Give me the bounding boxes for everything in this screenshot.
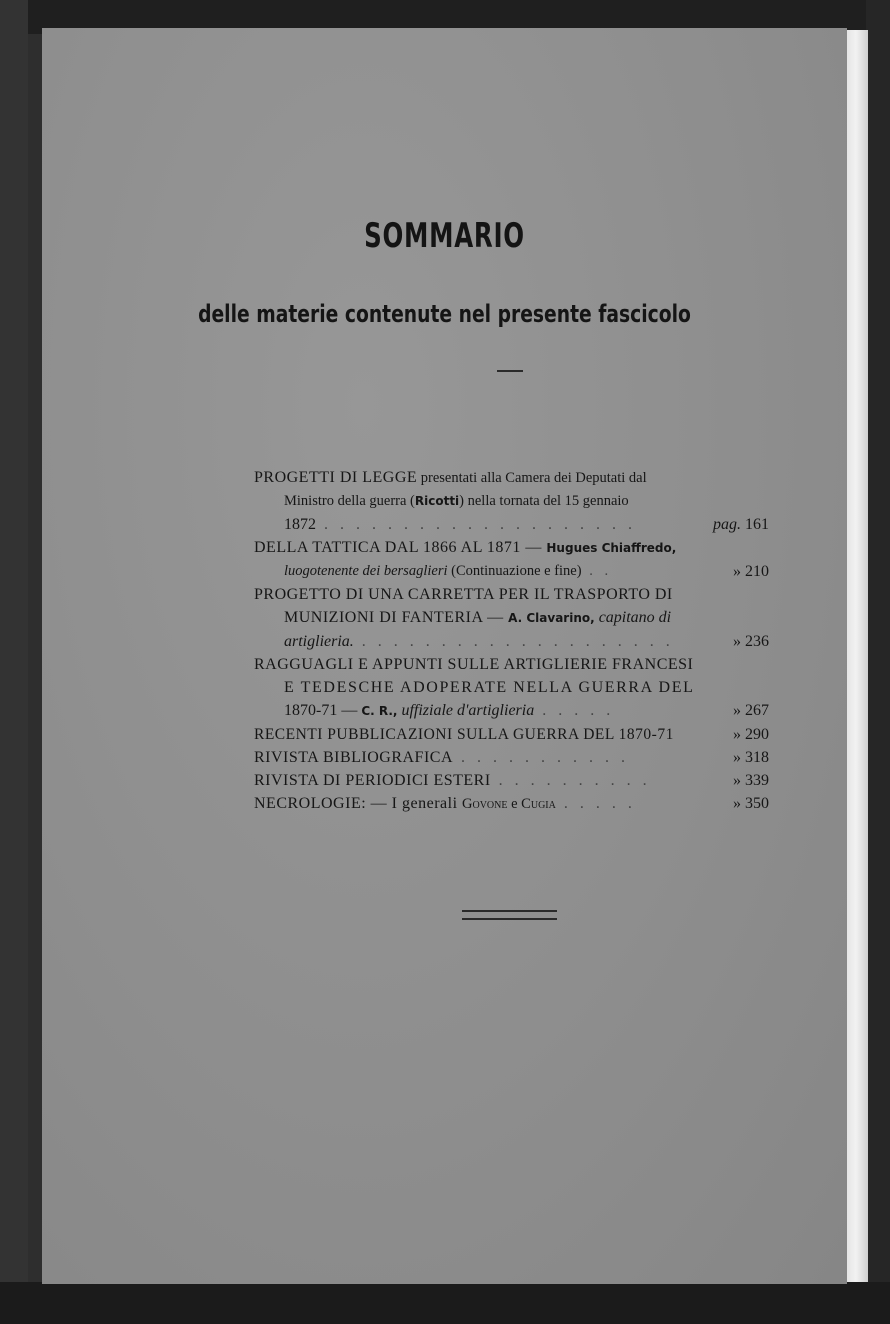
end-double-rule [462, 910, 557, 920]
scan-right-edge [866, 0, 890, 1324]
page-subtitle: delle materie contenute nel presente fascicolo [198, 300, 691, 328]
leader-dots: . . . . . [555, 795, 636, 812]
entry-title: PROGETTI DI LEGGE [254, 469, 418, 486]
entry-title: MUNIZIONI DI FANTERIA — [284, 609, 509, 626]
leader-dots: . . [581, 563, 613, 579]
toc-entry[interactable] [254, 746, 769, 769]
page-number: 267 [745, 702, 769, 719]
page-number: 290 [745, 726, 769, 743]
toc-entry[interactable] [254, 653, 769, 723]
entry-text: 1870-71 — [284, 702, 362, 719]
page-mark: » [733, 702, 741, 719]
author-rank: luogotenente dei bersaglieri [284, 563, 448, 579]
entry-title: E TEDESCHE ADOPERATE NELLA GUERRA DEL [284, 679, 695, 696]
entry-text: presentati alla Camera dei Deputati dal [417, 470, 647, 486]
toc-entry[interactable] [254, 536, 769, 583]
page-mark: » [733, 772, 741, 789]
person-name: Cugia [521, 796, 556, 812]
scan-bottom-edge [0, 1282, 890, 1324]
entry-title: RIVISTA DI PERIODICI ESTERI [254, 772, 491, 789]
entry-title: RIVISTA BIBLIOGRAFICA [254, 749, 454, 766]
entry-title: RAGGUAGLI E APPUNTI SULLE ARTIGLIERIE FRANCESI [254, 656, 694, 673]
page-mark: » [733, 633, 741, 650]
author-name: A. Clavarino, [508, 611, 595, 625]
page-title: SOMMARIO [364, 216, 525, 256]
entry-title: NECROLOGIE: — I generali [254, 795, 463, 812]
page-label: pag. [713, 516, 741, 533]
person-name: Govone [462, 796, 508, 812]
page-mark: » [733, 795, 741, 812]
author-name: C. R., [361, 704, 398, 718]
document-page [42, 28, 847, 1284]
page-number: 161 [745, 516, 769, 533]
page-number: 318 [745, 749, 769, 766]
scan-left-edge [0, 0, 28, 1324]
toc-entry[interactable] [254, 583, 769, 653]
entry-title: RECENTI PUBBLICAZIONI SULLA GUERRA DEL 1870-71 [254, 726, 674, 743]
toc-entry[interactable] [254, 769, 769, 792]
page-mark: » [733, 726, 741, 743]
toc-entry[interactable] [254, 792, 769, 816]
author-rank: capitano di [594, 609, 672, 626]
title-separator [497, 370, 523, 372]
page-number: 210 [745, 563, 769, 580]
page-number: 350 [745, 795, 769, 812]
page-number: 236 [745, 633, 769, 650]
page-mark: » [733, 563, 741, 580]
page-number: 339 [745, 772, 769, 789]
author-rank: artiglieria. [284, 633, 354, 650]
leader-dots: . . . . . . . . . . [490, 772, 651, 789]
entry-text: e [507, 796, 522, 812]
entry-year: 1872 [284, 516, 316, 533]
leader-dots: . . . . . . . . . . . . . . . . . . . . [316, 516, 636, 533]
table-of-contents [254, 466, 769, 816]
leader-dots: . . . . . . . . . . . . . . . . . . . . [353, 633, 674, 650]
leader-dots: . . . . . [534, 702, 615, 719]
page-mark: » [733, 749, 741, 766]
author-rank: uffiziale d'artiglieria [397, 702, 535, 719]
entry-title: DELLA TATTICA DAL 1866 AL 1871 — [254, 539, 547, 556]
entry-text: Ministro della guerra ( [284, 493, 415, 509]
entry-title: PROGETTO DI UNA CARRETTA PER IL TRASPORTO DI [254, 586, 673, 603]
toc-entry[interactable] [254, 723, 769, 746]
leader-dots: . . . . . . . . . . . [453, 749, 630, 766]
toc-entry[interactable] [254, 466, 769, 536]
entry-text: (Continuazione e fine) [447, 563, 582, 579]
author-name: Hugues Chiaffredo, [546, 541, 677, 555]
author-name: Ricotti [414, 494, 460, 508]
entry-text: ) nella tornata del 15 gennaio [459, 493, 629, 509]
